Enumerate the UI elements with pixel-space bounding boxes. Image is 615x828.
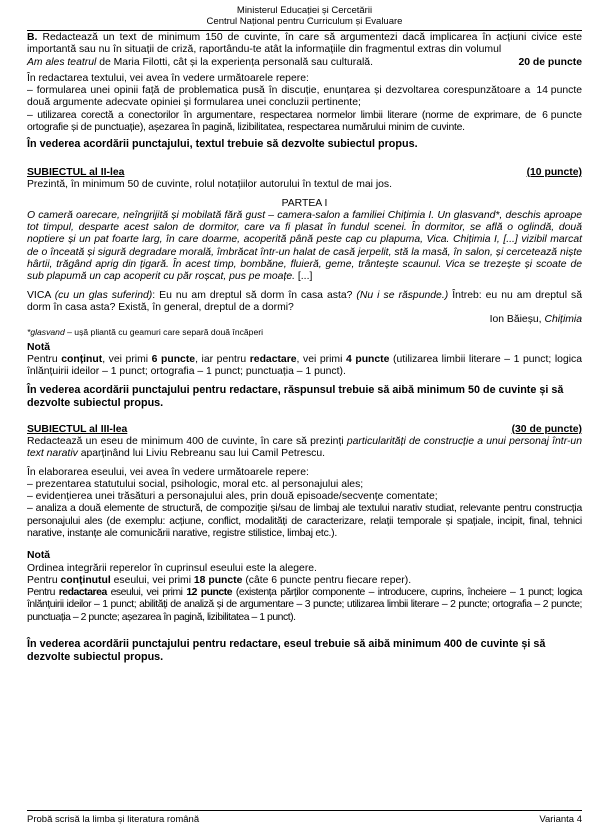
subject-2-points: (10 puncte) <box>526 166 582 178</box>
s3-content-d: (câte 6 puncte pentru fiecare reper). <box>245 574 412 586</box>
header-divider <box>27 30 582 31</box>
s3-content-points: 18 puncte <box>193 574 243 586</box>
scoring-content: conținut <box>61 353 103 365</box>
s3-reper2: – evidențierea unei trăsături a personajului ales, prin două episoade/secvențe comentate; <box>27 491 438 503</box>
subject-2-nota: Notă <box>27 341 51 353</box>
excerpt-c: [...] <box>297 271 313 283</box>
excerpt-source <box>27 314 582 326</box>
footer-exam-name: Probă scrisă la limba și literatura română <box>27 814 200 825</box>
part-b-text1: Redactează un text de minimum 150 de cuvinte, în care să argumentezi dacă implicarea în acțiuni civice este importantă sau nu în situații de criză, raportându-te atât la informațiile din fragmentul extras din volumul <box>27 32 582 56</box>
s3-content-c: eseului, vei primi <box>113 574 192 586</box>
glossary-term: *glasvand <box>27 326 65 337</box>
subject-2-scoring <box>27 354 582 379</box>
part-b-book: Am ales teatrul <box>27 56 97 68</box>
subject-2-task: Prezintă, în minimum 50 de cuvinte, rolul notațiilor autorului în textul de mai jos. <box>27 179 393 191</box>
excerpt-work: Chițimia <box>544 314 582 326</box>
part-b-reper1-row <box>27 85 582 110</box>
s3-content-scoring <box>27 575 582 587</box>
main-content <box>27 32 582 663</box>
subject-2-note: În vederea acordării punctajului pentru redactare, răspunsul trebuie să aibă minimum 50 de cuvinte și să dezvolte subiectul propus. <box>27 384 564 410</box>
s3-red-d: (existența părților componente – introducere, cuprins, încheiere – 1 punct; logica înlănțuirii ideilor – 1 punct; abilități de analiză și de argumentare – 3 puncte; utilizarea limbii literare – 2 puncte; ortografia – 2 puncte; punctuația – 2 puncte; așezarea în pagină, lizibilitatea – 1 punct). <box>27 587 583 623</box>
subject-3-heading <box>27 424 582 436</box>
page-footer <box>27 810 582 826</box>
s3-reper-intro: În elaborarea eseului, vei avea în vedere următoarele repere: <box>27 466 309 478</box>
subject-3-points: (30 de puncte) <box>511 423 582 435</box>
scoring-text-c: , iar pentru <box>195 353 247 365</box>
part-b-task-end <box>27 57 582 69</box>
s3-content-a: Pentru <box>27 574 58 586</box>
vica-stage2: (Nu i se răspunde.) <box>356 289 449 301</box>
excerpt-stage-directions <box>27 210 582 284</box>
subject-3-title: SUBIECTUL al III-lea <box>27 423 128 435</box>
scoring-redactare: redactare <box>249 353 297 365</box>
vica-name: VICA <box>27 289 51 301</box>
exam-page <box>27 0 582 828</box>
excerpt-a: O cameră oarecare, neîngrijită și mobilată fără gust – camera-salon a familiei Chițimia I. Un glasvand*, deschis aproape tot timpul, desparte acest salon de dormitor, care va fi plasat în fundul scenei. În dormitor, se află o oglindă, două noptiere și un pat foarte larg, în care doarme, acoperită până peste cap cu plapuma, Vica. Chițimia I, [...] <box>27 209 582 246</box>
glossary-definition: – ușă pliantă cu geamuri care separă două încăperi <box>67 326 264 337</box>
header-ministry: Ministerul Educației și Cercetării <box>236 5 373 16</box>
excerpt-part-title: PARTEA I <box>281 197 328 209</box>
subject-2-heading <box>27 167 582 179</box>
vica-stage1: (cu un glas suferind) <box>54 289 153 301</box>
part-b-note: În vederea acordării punctajului, textul trebuie să dezvolte subiectul propus. <box>27 138 418 151</box>
excerpt-b: vizibil marcat de o înceată și sigură degradare morală, îmbrăcat într-un halat de casă jerpelit, stă la masă, în salon, și cercetează niște hârtii, trăgând aprig din țigară. În acest timp, bombăne, fluieră, geme, trântește scaunul. Vica se trezește și scoate de sub plapumă un cap acoperit cu păr roșcat, pus pe moațe. <box>27 234 583 283</box>
scoring-points-6: 6 puncte <box>151 353 196 365</box>
part-b-reper-intro: În redactarea textului, vei avea în vedere următoarele repere: <box>27 72 309 84</box>
part-b-reper2-row <box>27 110 582 135</box>
scoring-text-b: , vei primi <box>102 353 149 365</box>
s3-task-b: aparținând lui Liviu Rebreanu sau lui Camil Petrescu. <box>80 448 326 460</box>
subject-3-task <box>27 436 582 461</box>
s3-red-b: redactarea <box>58 587 107 599</box>
subject-3-nota: Notă <box>27 550 51 562</box>
part-b-task <box>27 32 582 57</box>
page-header <box>27 0 582 31</box>
part-b-reper1: – formularea unei opinii față de problematica pusă în discuție, enunțarea și dezvoltarea corespunzătoare a două argumente adecvate opiniei și formularea unei concluzii pertinente; <box>27 85 531 109</box>
s3-red-a: Pentru <box>27 587 55 599</box>
part-b-reper2: – utilizarea corectă a conectorilor în argumentare, respectarea normelor limbii literare (norme de exprimare, de ortografie și de punctuație), așezarea în pagină, lizibilitatea, respectarea numărului minim de cuvinte. <box>27 109 537 134</box>
vica-speech1: : Eu nu am dreptul să dorm în casa asta? <box>152 289 353 301</box>
s3-red-points: 12 puncte <box>186 587 233 599</box>
part-b-reper1-points: 14 puncte <box>536 85 582 97</box>
glossary-note <box>27 327 582 338</box>
footer-variant: Varianta 4 <box>539 814 582 825</box>
scoring-text-e: (utilizarea limbii literare – 1 punct; logica înlănțuirii ideilor – 1 punct; ortografia – 1 punct; punctuația – 1 punct). <box>27 353 583 378</box>
s3-task-italic: particularități de construcție a unui personaj într-un text narativ <box>27 435 582 460</box>
vica-speech2: Întreb: eu nu am dreptul să dorm în casa asta? Există, în general, dreptul de a dormi? <box>27 289 583 313</box>
part-b-points: 20 de puncte <box>518 56 582 68</box>
s3-reper1: – prezentarea statutului social, psihologic, moral etc. al personajului ales; <box>27 478 364 490</box>
s3-red-c: eseului, vei primi <box>110 587 183 599</box>
excerpt-dialogue <box>27 290 582 315</box>
scoring-text-a: Pentru <box>27 353 58 365</box>
part-b-reper2-points: 6 puncte <box>542 109 582 121</box>
excerpt-author: Ion Băieșu, <box>489 314 542 326</box>
subject-3-note: În vederea acordării punctajului pentru redactare, eseul trebuie să aibă minimum 400 de cuvinte și să dezvolte subiectul propus. <box>27 638 546 663</box>
header-center: Centrul Național pentru Curriculum și Evaluare <box>206 16 403 27</box>
s3-order: Ordinea integrării reperelor în cuprinsul eseului este la alegere. <box>27 562 317 574</box>
scoring-points-4: 4 puncte <box>346 353 390 365</box>
part-b-label: B. <box>27 32 38 43</box>
part-b-text2: de Maria Filotti, cât și la experiența personală sau culturală. <box>99 56 373 68</box>
subject-2-title: SUBIECTUL al II-lea <box>27 166 125 178</box>
s3-task-a: Redactează un eseu de minimum 400 de cuvinte, în care să prezinți <box>27 435 344 447</box>
s3-reper3: – analiza a două elemente de structură, de compoziție și/sau de limbaj ale textului narativ studiat, relevante pentru construcția personajului ales (de exemplu: acțiune, conflict, modalități de caracterizare, relații temporale și spațiale, incipit, final, tehnici narative, instanțe ale comunicării narative, registre stilistice, limbaj etc.). <box>27 503 582 539</box>
scoring-text-d: , vei primi <box>296 353 343 365</box>
s3-redactare-scoring <box>27 587 582 624</box>
s3-content-b: conținutul <box>60 574 111 586</box>
